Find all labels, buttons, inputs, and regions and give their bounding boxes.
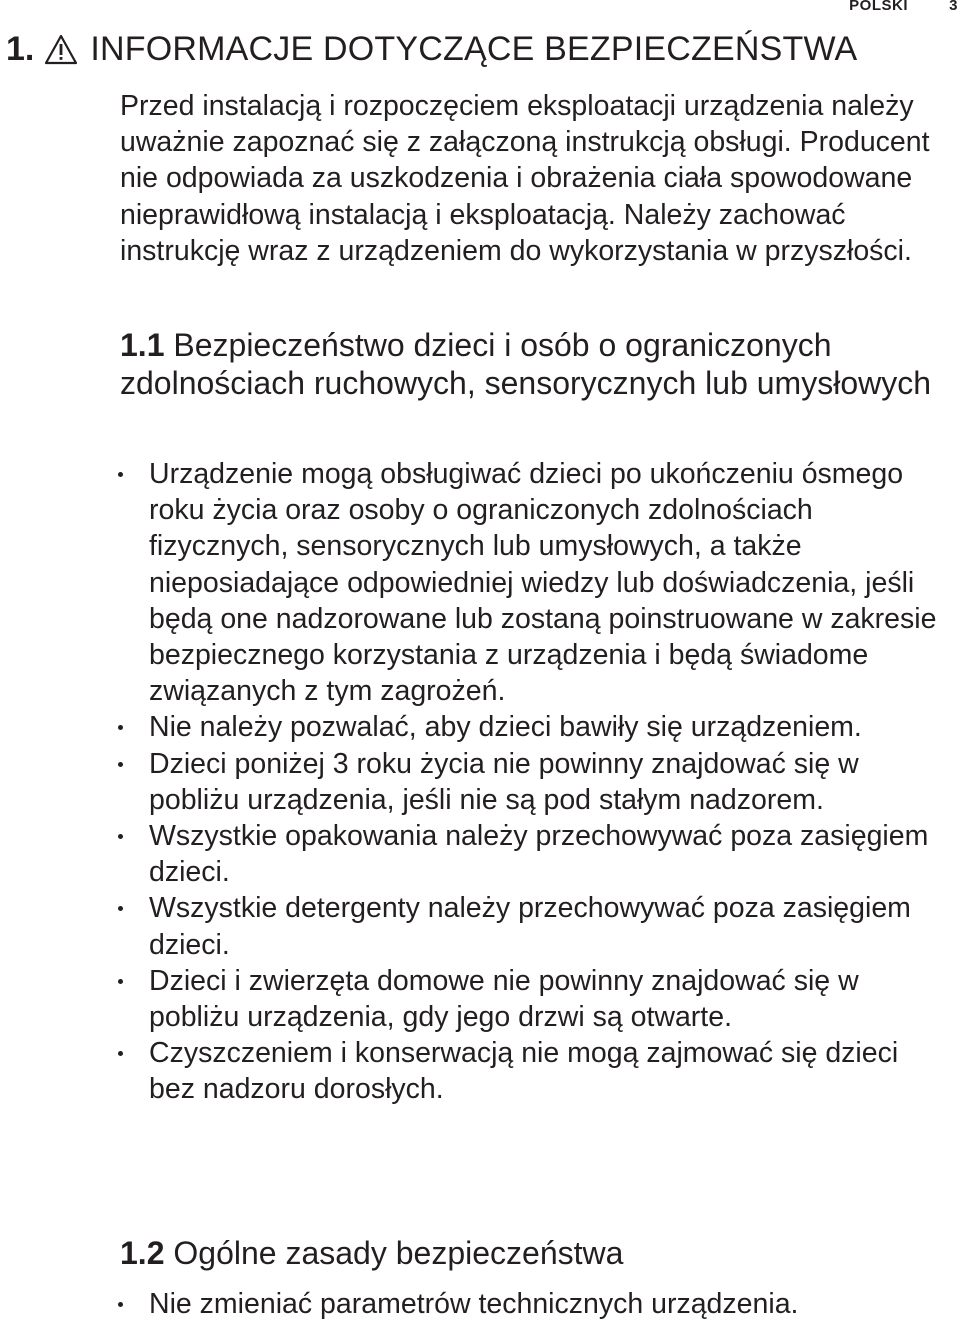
chapter-heading bbox=[6, 30, 857, 69]
general-safety-list bbox=[114, 1286, 950, 1322]
child-safety-list bbox=[114, 456, 950, 1108]
bullet-icon bbox=[118, 762, 123, 767]
bullet-icon bbox=[118, 979, 123, 984]
list-item-text: Dzieci i zwierzęta domowe nie powinny znajdować się w pobliżu urządzenia, gdy jego drzwi są otwarte. bbox=[149, 964, 859, 1034]
bullet-icon bbox=[118, 472, 123, 477]
list-item-text: Czyszczeniem i konserwacją nie mogą zajmować się dzieci bez nadzoru dorosłych. bbox=[149, 1037, 899, 1106]
bullet-icon bbox=[118, 1302, 123, 1307]
section-number: 1.1 bbox=[120, 327, 165, 363]
page-number: 3 bbox=[949, 0, 958, 14]
bullet-icon bbox=[118, 1051, 123, 1056]
section-title: Bezpieczeństwo dzieci i osób o ograniczonych zdolnościach ruchowych, sensorycznych lub umysłowych bbox=[120, 327, 932, 401]
chapter-title: INFORMACJE DOTYCZĄCE BEZPIECZEŃSTWA bbox=[90, 30, 858, 68]
list-item bbox=[114, 456, 950, 709]
bullet-icon bbox=[118, 834, 123, 839]
list-item bbox=[114, 1286, 950, 1322]
section-title: Ogólne zasady bezpieczeństwa bbox=[173, 1235, 624, 1271]
list-item bbox=[114, 818, 950, 890]
bullet-icon bbox=[118, 725, 123, 730]
section-heading-1-1 bbox=[120, 326, 940, 402]
list-item-text: Urządzenie mogą obsługiwać dzieci po ukończeniu ósmego roku życia oraz osoby o ograniczonych zdolnościach fizycznych, sensorycznych lub umysłowych, a także nieposiadające odpowiedniej wiedzy lub doświadczenia, jeśli będą one nadzorowane lub zostaną poinstruowane w zakresie bezpiecznego korzystania z urządzenia i będą świadome związanych z tym zagrożeń. bbox=[149, 458, 937, 708]
list-item bbox=[114, 890, 950, 962]
section-number: 1.2 bbox=[120, 1235, 165, 1271]
list-item-text: Nie zmieniać parametrów technicznych urządzenia. bbox=[149, 1288, 799, 1320]
bullet-icon bbox=[118, 906, 123, 911]
list-item bbox=[114, 709, 950, 745]
list-item bbox=[114, 746, 950, 818]
chapter-number: 1. bbox=[6, 30, 35, 68]
header-language: POLSKI bbox=[849, 0, 908, 14]
list-item-text: Nie należy pozwalać, aby dzieci bawiły się urządzeniem. bbox=[149, 711, 862, 744]
list-item bbox=[114, 1035, 950, 1107]
list-item-text: Wszystkie opakowania należy przechowywać poza zasięgiem dzieci. bbox=[149, 820, 929, 889]
intro-paragraph bbox=[120, 88, 956, 269]
list-item-text: Wszystkie detergenty należy przechowywać poza zasięgiem dzieci. bbox=[149, 892, 911, 961]
warning-triangle-icon bbox=[44, 34, 78, 66]
list-item-text: Dzieci poniżej 3 roku życia nie powinny znajdować się w pobliżu urządzenia, jeśli nie są pod stałym nadzorem. bbox=[149, 747, 859, 816]
list-item bbox=[114, 963, 950, 1035]
intro-text: Przed instalacją i rozpoczęciem eksploatacji urządzenia należy uważnie zapoznać się z załączoną instrukcją obsługi. Producent nie odpowiada za uszkodzenia i obrażenia ciała spowodowane nieprawidłową instalacją i eksploatacją. Należy zachować instrukcję wraz z urządzeniem do wykorzystania w przyszłości. bbox=[120, 90, 930, 267]
section-heading-1-2 bbox=[120, 1234, 940, 1272]
